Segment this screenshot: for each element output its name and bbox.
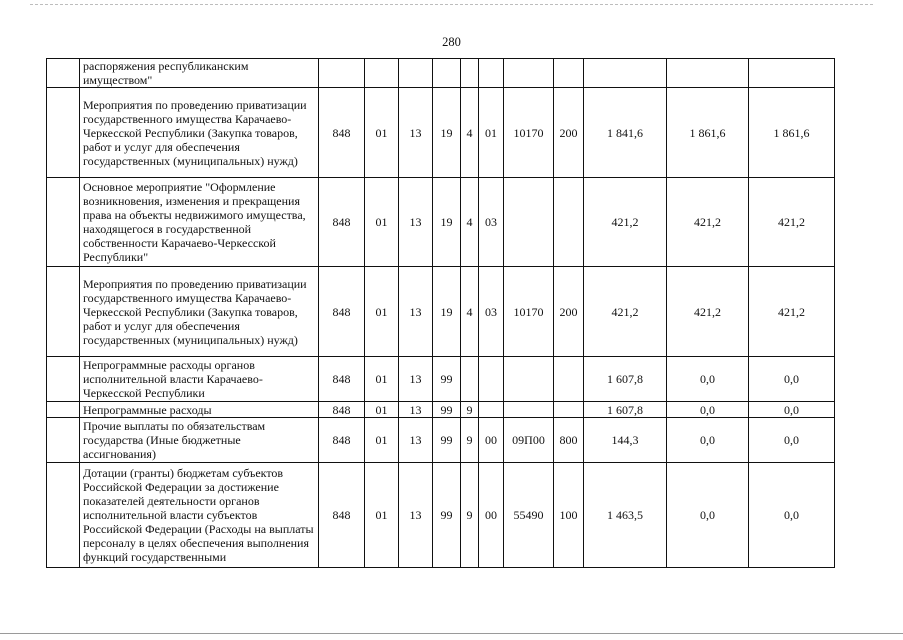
ministry-code: 848 [319, 418, 365, 463]
row-description: Мероприятия по проведению приватизации государственного имущества Карачаево-Черкесской Республики (Закупка товаров, работ и услуг для обеспечения государственных (муниципальных) нужд) [80, 267, 319, 357]
subsection-code: 13 [399, 463, 433, 568]
subsection-code: 13 [399, 402, 433, 418]
amount-year-1: 1 841,6 [584, 88, 667, 178]
row-description: Основное мероприятие "Оформление возникновения, изменения и прекращения права на объекты недвижимого имущества, находящегося в государственной собственности Карачаево-Черкесской Республики" [80, 178, 319, 267]
activity-code: 00 [479, 463, 504, 568]
amount-year-3: 421,2 [749, 267, 835, 357]
subprogram-code [461, 59, 479, 88]
direction-code [504, 178, 554, 267]
amount-year-1: 1 607,8 [584, 357, 667, 402]
subprogram-code: 9 [461, 418, 479, 463]
amount-year-1 [584, 59, 667, 88]
activity-code [479, 402, 504, 418]
program-code: 19 [433, 88, 461, 178]
ministry-code [319, 59, 365, 88]
table-row [47, 402, 835, 418]
activity-code: 03 [479, 267, 504, 357]
section-code [365, 59, 399, 88]
subsection-code: 13 [399, 88, 433, 178]
program-code: 99 [433, 402, 461, 418]
section-code: 01 [365, 88, 399, 178]
direction-code: 10170 [504, 88, 554, 178]
amount-year-2: 0,0 [667, 402, 749, 418]
page-number: 280 [442, 35, 461, 49]
program-code: 99 [433, 357, 461, 402]
subsection-code: 13 [399, 267, 433, 357]
row-index-cell [47, 88, 80, 178]
expense-type-code: 200 [554, 267, 584, 357]
amount-year-1: 1 463,5 [584, 463, 667, 568]
direction-code [504, 402, 554, 418]
amount-year-2: 0,0 [667, 418, 749, 463]
expense-type-code [554, 59, 584, 88]
section-code: 01 [365, 267, 399, 357]
amount-year-2: 0,0 [667, 357, 749, 402]
amount-year-2: 0,0 [667, 463, 749, 568]
ministry-code: 848 [319, 178, 365, 267]
table-row [47, 357, 835, 402]
program-code: 19 [433, 267, 461, 357]
ministry-code: 848 [319, 463, 365, 568]
activity-code: 03 [479, 178, 504, 267]
row-index-cell [47, 178, 80, 267]
top-scan-rule [30, 4, 873, 5]
subprogram-code: 4 [461, 178, 479, 267]
subsection-code: 13 [399, 418, 433, 463]
amount-year-3: 0,0 [749, 418, 835, 463]
direction-code [504, 357, 554, 402]
row-description: Непрограммные расходы органов исполнительной власти Карачаево-Черкесской Республики [80, 357, 319, 402]
amount-year-2: 421,2 [667, 178, 749, 267]
amount-year-1: 144,3 [584, 418, 667, 463]
expense-type-code: 100 [554, 463, 584, 568]
ministry-code: 848 [319, 267, 365, 357]
table-row [47, 267, 835, 357]
section-code: 01 [365, 463, 399, 568]
amount-year-3: 0,0 [749, 357, 835, 402]
amount-year-1: 421,2 [584, 178, 667, 267]
section-code: 01 [365, 178, 399, 267]
row-index-cell [47, 267, 80, 357]
bottom-scan-rule [0, 633, 903, 634]
section-code: 01 [365, 402, 399, 418]
subprogram-code: 4 [461, 267, 479, 357]
section-code: 01 [365, 418, 399, 463]
row-index-cell [47, 463, 80, 568]
amount-year-3: 0,0 [749, 402, 835, 418]
amount-year-1: 1 607,8 [584, 402, 667, 418]
amount-year-2: 1 861,6 [667, 88, 749, 178]
activity-code [479, 357, 504, 402]
table-row [47, 418, 835, 463]
direction-code: 09П00 [504, 418, 554, 463]
amount-year-3: 0,0 [749, 463, 835, 568]
program-code: 99 [433, 463, 461, 568]
budget-table [46, 58, 835, 568]
program-code [433, 59, 461, 88]
table-row [47, 59, 835, 88]
subprogram-code [461, 357, 479, 402]
row-index-cell [47, 418, 80, 463]
subprogram-code: 9 [461, 402, 479, 418]
program-code: 19 [433, 178, 461, 267]
row-description: распоряжения республиканским имуществом" [80, 59, 319, 88]
ministry-code: 848 [319, 402, 365, 418]
expense-type-code [554, 357, 584, 402]
amount-year-1: 421,2 [584, 267, 667, 357]
subprogram-code: 9 [461, 463, 479, 568]
subsection-code: 13 [399, 178, 433, 267]
row-index-cell [47, 402, 80, 418]
row-index-cell [47, 357, 80, 402]
section-code: 01 [365, 357, 399, 402]
activity-code: 01 [479, 88, 504, 178]
table-row [47, 178, 835, 267]
amount-year-3: 1 861,6 [749, 88, 835, 178]
expense-type-code [554, 402, 584, 418]
subsection-code [399, 59, 433, 88]
amount-year-2: 421,2 [667, 267, 749, 357]
direction-code: 55490 [504, 463, 554, 568]
row-index-cell [47, 59, 80, 88]
subprogram-code: 4 [461, 88, 479, 178]
ministry-code: 848 [319, 88, 365, 178]
row-description: Дотации (гранты) бюджетам субъектов Российской Федерации за достижение показателей деятельности органов исполнительной власти субъектов Российской Федерации (Расходы на выплаты персоналу в целях обеспечения выполнения функций государственными [80, 463, 319, 568]
activity-code [479, 59, 504, 88]
row-description: Мероприятия по проведению приватизации государственного имущества Карачаево-Черкесской Республики (Закупка товаров, работ и услуг для обеспечения государственных (муниципальных) нужд) [80, 88, 319, 178]
amount-year-3: 421,2 [749, 178, 835, 267]
amount-year-2 [667, 59, 749, 88]
direction-code: 10170 [504, 267, 554, 357]
expense-type-code: 200 [554, 88, 584, 178]
table-row [47, 463, 835, 568]
program-code: 99 [433, 418, 461, 463]
table-row [47, 88, 835, 178]
subsection-code: 13 [399, 357, 433, 402]
amount-year-3 [749, 59, 835, 88]
expense-type-code [554, 178, 584, 267]
direction-code [504, 59, 554, 88]
ministry-code: 848 [319, 357, 365, 402]
row-description: Непрограммные расходы [80, 402, 319, 418]
expense-type-code: 800 [554, 418, 584, 463]
activity-code: 00 [479, 418, 504, 463]
row-description: Прочие выплаты по обязательствам государства (Иные бюджетные ассигнования) [80, 418, 319, 463]
